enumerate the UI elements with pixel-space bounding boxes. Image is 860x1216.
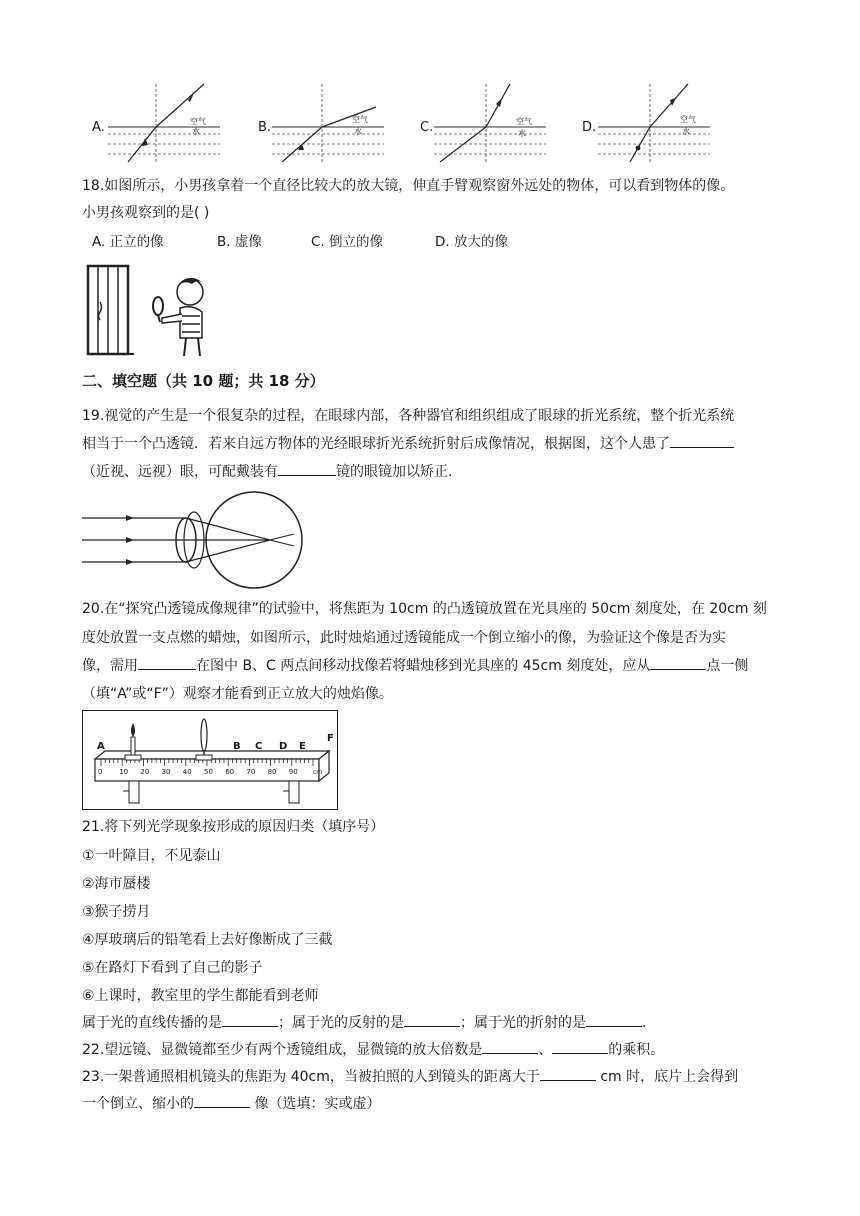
bench-scale-label: 80	[267, 768, 277, 776]
q20-stem-line3c: 点一侧	[706, 658, 749, 674]
q18-option-a[interactable]: A. 正立的像	[92, 234, 164, 250]
q21-item-6: ⑥上课时，教室里的学生都能看到老师	[82, 988, 319, 1004]
air-label-d: 空气	[680, 115, 696, 124]
q19-stem-line3a: （近视、远视）眼，可配戴装有	[82, 464, 278, 480]
q21-blank-3[interactable]	[586, 1012, 642, 1027]
q21-blank-2[interactable]	[404, 1012, 460, 1027]
q18-stem-line1: 18.如图所示，小男孩拿着一个直径比较大的放大镜，伸直手臂观察窗外远处的物体，可以看到物体的像。	[82, 178, 735, 194]
option-a-label: A.	[92, 120, 105, 135]
q21-item-4: ④厚玻璃后的铅笔看上去好像断成了三截	[82, 932, 333, 948]
q23-line2a: 一个倒立、缩小的	[82, 1096, 194, 1112]
q22-text-c: 的乘积。	[608, 1042, 665, 1058]
bench-scale-label: 20	[140, 768, 150, 776]
bench-scale-label: 10	[119, 768, 129, 776]
q20-stem-line2: 度处放置一支点燃的蜡烛，如图所示，此时烛焰通过透镜能成一个倒立缩小的像，为验证这个像是否为实	[82, 630, 726, 646]
bench-letter-c: C	[255, 741, 263, 752]
q22-text-a: 22.望远镜、显微镜都至少有两个透镜组成，显微镜的放大倍数是	[82, 1042, 483, 1058]
q23-blank-2[interactable]	[194, 1093, 250, 1108]
water-label-a: 水	[192, 127, 200, 136]
bench-letter-e: E	[299, 741, 306, 752]
bench-scale-label: 50	[204, 768, 213, 776]
q19-stem-line3b: 镜的眼镜加以矫正.	[336, 464, 453, 480]
q21-blank-1[interactable]	[222, 1012, 278, 1027]
water-label-b: 水	[354, 127, 362, 136]
eye-diagram	[82, 490, 312, 590]
option-b-label: B.	[258, 120, 272, 135]
q20-stem-line1: 20.在“探究凸透镜成像规律”的试验中，将焦距为 10cm 的凸透镜放置在光具座的 50cm 刻度处，在 20cm 刻	[82, 601, 767, 617]
q23-blank-1[interactable]	[540, 1066, 596, 1081]
q21-item-3: ③猴子捞月	[82, 904, 151, 920]
bench-scale-label: 60	[225, 768, 235, 776]
q18-option-d[interactable]: D. 放大的像	[435, 234, 508, 250]
bench-letter-d: D	[279, 741, 288, 752]
q22-blank-1[interactable]	[482, 1039, 538, 1054]
bench-scale-label: 90	[288, 768, 298, 776]
q20-stem-line3b: 在图中 B、C 两点间移动找像若将蜡烛移到光具座的 45cm 刻度处，应从	[196, 658, 651, 674]
q23-line1a: 23.一架普通照相机镜头的焦距为 40cm，当被拍照的人到镜头的距离大于	[82, 1069, 540, 1085]
q22-stem	[82, 1039, 664, 1061]
boy-magnifier-figure	[84, 262, 214, 360]
q23-line1b: cm 时，底片上会得到	[595, 1069, 739, 1085]
bench-scale-label: 70	[246, 768, 256, 776]
q20-stem-line3	[82, 655, 748, 677]
q21-answer-line	[82, 1012, 646, 1034]
q19-blank-1[interactable]	[670, 433, 734, 448]
q22-blank-2[interactable]	[552, 1039, 608, 1054]
air-label-a: 空气	[190, 117, 206, 126]
section-title: 二、填空题（共 10 题；共 18 分）	[82, 372, 325, 390]
bench-scale-label: 0	[98, 768, 103, 776]
q18-option-b[interactable]: B. 虚像	[217, 234, 262, 250]
q19-stem-line2	[82, 433, 734, 455]
q21-answer-b: ；属于光的反射的是	[278, 1015, 404, 1031]
bench-scale-label: 30	[161, 768, 171, 776]
q22-text-b: 、	[538, 1042, 553, 1058]
q20-blank-1[interactable]	[138, 655, 196, 670]
option-c-label: C.	[420, 120, 434, 135]
bench-letter-a: A	[97, 741, 105, 752]
bench-letter-f: F	[327, 733, 334, 744]
q23-line2b: 像（选填：实或虚）	[250, 1096, 381, 1112]
option-d-label: D.	[582, 120, 597, 135]
bench-letter-b: B	[233, 741, 241, 752]
q18-stem-line2: 小男孩观察到的是( )	[82, 205, 210, 221]
q19-stem-line3	[82, 461, 452, 483]
q21-answer-c: ；属于光的折射的是	[460, 1015, 586, 1031]
q21-item-2: ②海市蜃楼	[82, 876, 151, 892]
q20-stem-line4: （填“A”或“F”）观察才能看到正立放大的烛焰像。	[82, 686, 393, 702]
optical-bench-figure	[82, 710, 338, 810]
q18-option-c[interactable]: C. 倒立的像	[311, 234, 384, 250]
q21-answer-a: 属于光的直线传播的是	[82, 1015, 222, 1031]
water-label-d: 水	[682, 127, 690, 136]
q21-title: 21.将下列光学现象按形成的原因归类（填序号）	[82, 819, 385, 835]
q23-stem-line2	[82, 1093, 380, 1115]
q21-item-1: ①一叶障目，不见泰山	[82, 848, 221, 864]
q21-item-5: ⑤在路灯下看到了自己的影子	[82, 960, 263, 976]
q23-stem-line1	[82, 1066, 738, 1088]
air-label-b: 空气	[352, 115, 368, 124]
q20-stem-line3a: 像，需用	[82, 658, 138, 674]
q19-stem-line2-text: 相当于一个凸透镜．若来自远方物体的光经眼球折光系统折射后成像情况，根据图，这个人患了	[82, 436, 670, 452]
q20-blank-2[interactable]	[650, 655, 706, 670]
q21-answer-end: .	[642, 1015, 647, 1031]
q19-blank-2[interactable]	[278, 461, 336, 476]
bench-unit: cm	[313, 769, 323, 776]
water-label-c: 水	[518, 129, 526, 138]
air-label-c: 空气	[516, 117, 532, 126]
q19-stem-line1: 19.视觉的产生是一个很复杂的过程，在眼球内部，各种器官和组织组成了眼球的折光系统，整个折光系统	[82, 408, 735, 424]
bench-scale-label: 40	[182, 768, 192, 776]
